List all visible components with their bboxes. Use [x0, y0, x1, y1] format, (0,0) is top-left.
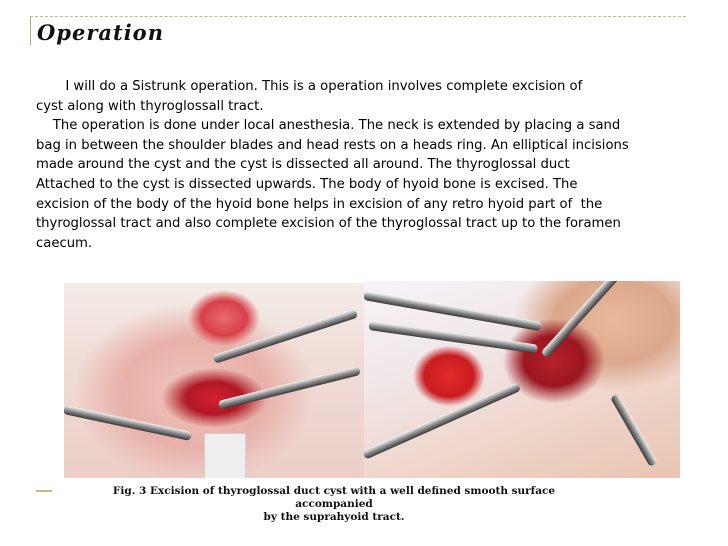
top-decorative-rule: [30, 16, 686, 17]
caption-line-1: Fig. 3 Excision of thyroglossal duct cyst with a well defined smooth surface accompanied: [112, 485, 556, 510]
slide-body: [36, 77, 716, 253]
gauze-pad: [204, 433, 246, 478]
lower-forceps-instrument: [364, 382, 521, 459]
forceps-instrument: [218, 366, 361, 410]
right-retractor-instrument: [541, 281, 648, 359]
surgical-photo-right: [364, 281, 680, 478]
figure-caption: [74, 485, 594, 524]
paragraph-intro: I will do a Sistrunk operation. This is a operation involves complete excision of cyst along with thyroglossall tract.: [36, 79, 583, 114]
lower-right-instrument: [610, 393, 658, 467]
slide-title: Operation: [37, 20, 164, 45]
clamp-instrument: [64, 405, 192, 441]
paragraph-procedure: The operation is done under local anesthesia. The neck is extended by placing a sand bag in between the shoulder blades and head rests on a heads ring. An elliptical incisions made around the cyst and the cyst is dissected all around. The thyroglossal duct Attached to the cyst is dissected upwards. The body of hyoid bone is excised. The excision of the body of the hyoid bone helps in excision of any retro hyoid part of the thyroglossal tract and also complete excision of the thyroglossal tract up to the foramen caecum.: [36, 118, 629, 251]
caption-line-2: by the suprahyoid tract.: [263, 511, 405, 523]
caption-accent-bar: [36, 490, 52, 492]
retractor-instrument: [213, 309, 358, 364]
left-decorative-rule: [30, 17, 31, 45]
surgical-photo-left: [64, 283, 366, 478]
